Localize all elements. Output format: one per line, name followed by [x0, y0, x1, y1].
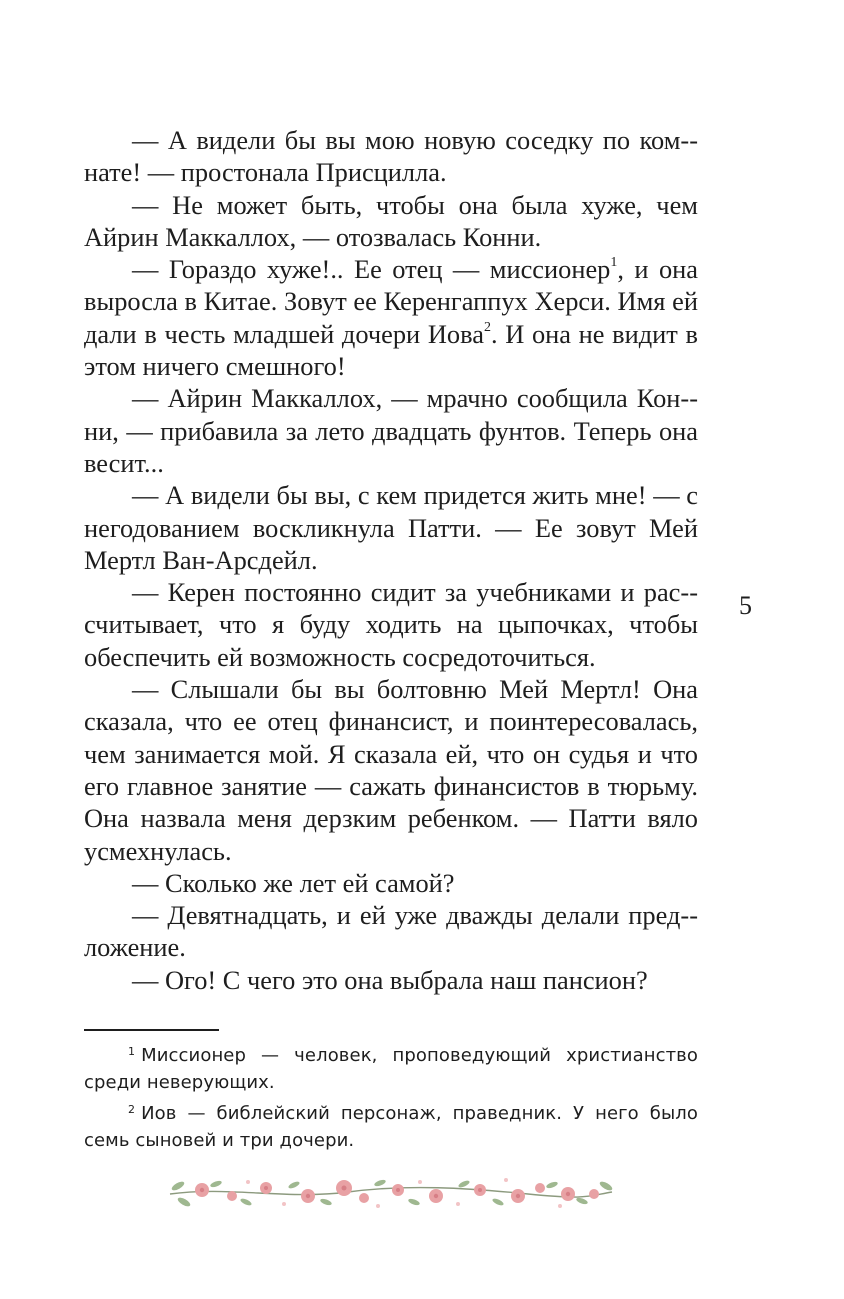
paragraph-part: — Гораздо хуже!.. Ее отец — миссионер — [132, 254, 611, 285]
footnote-text: Миссионер — человек, проповедующий христианство среди неверующих. — [84, 1045, 698, 1093]
footnote-ref: 2 — [483, 319, 491, 335]
footnotes — [84, 1038, 698, 1154]
floral-garland-icon — [168, 1168, 614, 1218]
main-text — [84, 124, 698, 996]
paragraph: — Слышали бы вы болтовню Мей Мертл! Она сказала, что ее отец финансист, и поинтересовалась, чем занимается мой. Я сказала ей, что он судья и что его главное занятие — сажать финансистов в тюрьму. Она назвала меня дерзким ребенком. — Патти вяло усмехнулась. — [84, 674, 698, 866]
paragraph-part: , и она выросла в Китае. Зовут ее Керенгаппух Херси. Имя ей дали в честь младшей дочери Иова — [84, 254, 699, 349]
paragraph: — Сколько же лет ей самой? — [132, 867, 455, 898]
paragraph: — Девятнадцать, и ей уже дважды делали пред-ложение. — [84, 900, 698, 963]
paragraph: — Айрин Маккаллох, — мрачно сообщила Кон-ни, — прибавила за лето двадцать фунтов. Теперь она весит... — [84, 383, 698, 478]
page-number: 5 — [739, 591, 752, 620]
paragraph: — Ого! С чего это она выбрала наш пансион? — [132, 964, 648, 995]
footnote-ref: 1 — [610, 255, 618, 271]
paragraph — [84, 253, 698, 382]
footnote-divider — [84, 1029, 219, 1031]
footnote-mark: 2 — [128, 1103, 136, 1116]
footnote — [84, 1096, 698, 1154]
paragraph: — Керен постоянно сидит за учебниками и рас-считывает, что я буду ходить на цыпочках, чтобы обеспечить ей возможность сосредоточиться. — [84, 577, 698, 672]
footnote — [84, 1038, 698, 1096]
footnote-text: Иов — библейский персонаж, праведник. У него было семь сыновей и три дочери. — [84, 1103, 698, 1151]
footnote-mark: 1 — [128, 1045, 136, 1058]
paragraph: — Не может быть, чтобы она была хуже, чем Айрин Маккаллох, — отозвалась Конни. — [84, 189, 698, 252]
paragraph: — А видели бы вы мою новую соседку по ком-нате! — простонала Присцилла. — [84, 125, 698, 188]
paragraph-part: . И она не видит в этом ничего смешного! — [84, 318, 698, 382]
paragraph: — А видели бы вы, с кем придется жить мне! — с негодованием воскликнула Патти. — Ее зовут Мей Мертл Ван-Арсдейл. — [84, 480, 698, 575]
